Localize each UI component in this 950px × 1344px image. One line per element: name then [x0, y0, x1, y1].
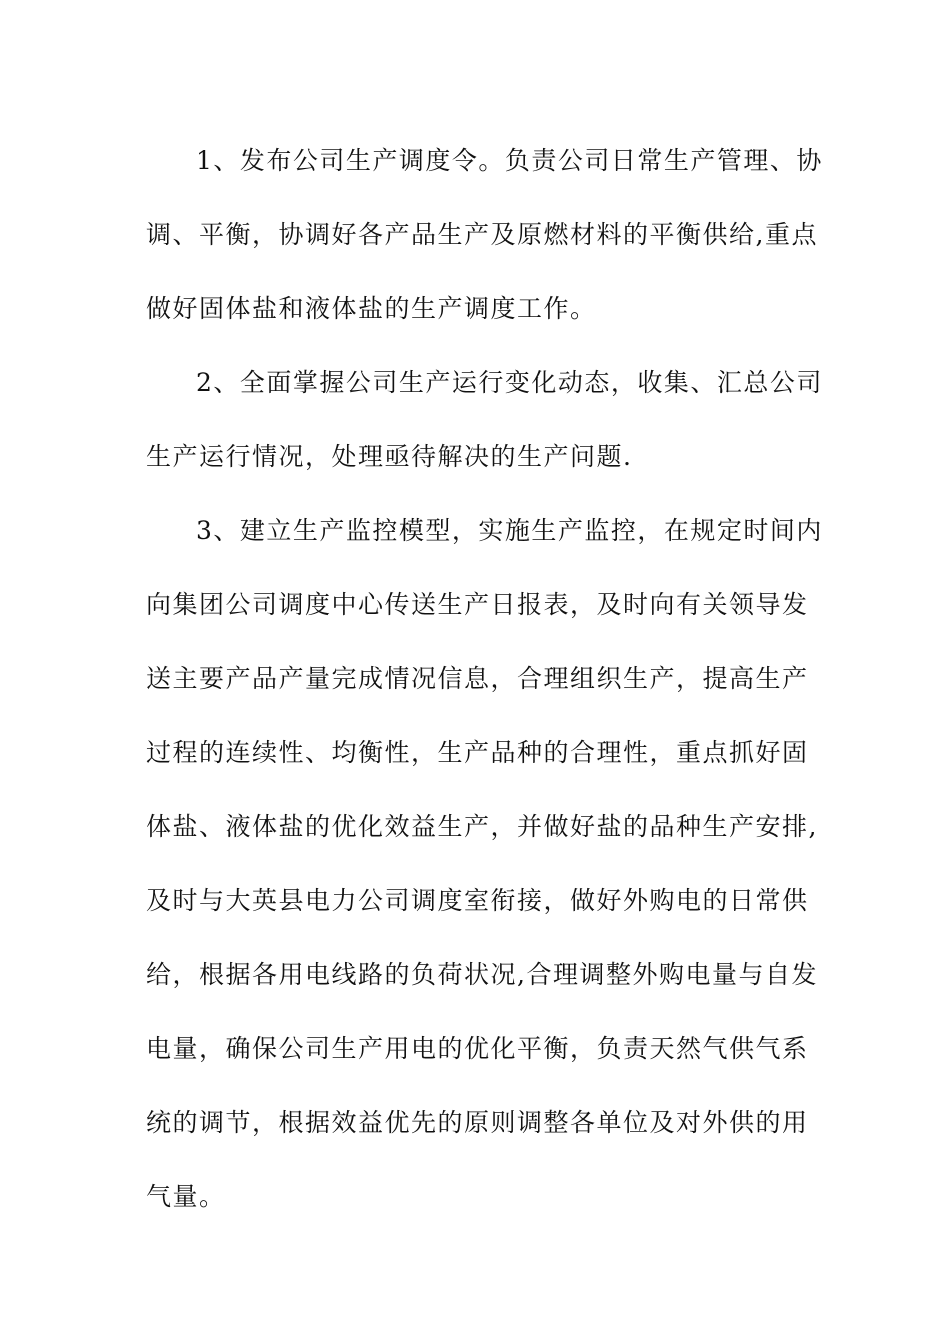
paragraph-line: 及时与大英县电力公司调度室衔接，做好外购电的日常供	[146, 886, 809, 915]
document-body	[146, 124, 823, 1234]
paragraph-line: 1、发布公司生产调度令。负责公司日常生产管理、协	[196, 146, 823, 175]
paragraph-line: 2、全面掌握公司生产运行变化动态，收集、汇总公司	[196, 368, 823, 397]
paragraph-line: 统的调节，根据效益优先的原则调整各单位及对外供的用	[146, 1108, 809, 1137]
paragraph-line: 做好固体盐和液体盐的生产调度工作。	[146, 294, 597, 323]
paragraph-line: 过程的连续性、均衡性，生产品种的合理性，重点抓好固	[146, 738, 809, 767]
paragraph-line: 给，根据各用电线路的负荷状况,合理调整外购电量与自发	[146, 960, 818, 989]
paragraph-line: 电量，确保公司生产用电的优化平衡，负责天然气供气系	[146, 1034, 809, 1063]
paragraph-1	[146, 124, 823, 346]
paragraph-line: 气量。	[146, 1182, 226, 1211]
paragraph-line: 送主要产品产量完成情况信息，合理组织生产，提高生产	[146, 664, 809, 693]
paragraph-line: 生产运行情况，处理亟待解决的生产问题.	[146, 442, 633, 471]
paragraph-3	[146, 494, 823, 1234]
paragraph-2	[146, 346, 823, 494]
paragraph-line: 体盐、液体盐的优化效益生产，并做好盐的品种生产安排,	[146, 812, 818, 841]
paragraph-line: 向集团公司调度中心传送生产日报表，及时向有关领导发	[146, 590, 809, 619]
paragraph-line: 调、平衡，协调好各产品生产及原燃材料的平衡供给,重点	[146, 220, 818, 249]
paragraph-line: 3、建立生产监控模型，实施生产监控，在规定时间内	[196, 516, 823, 545]
